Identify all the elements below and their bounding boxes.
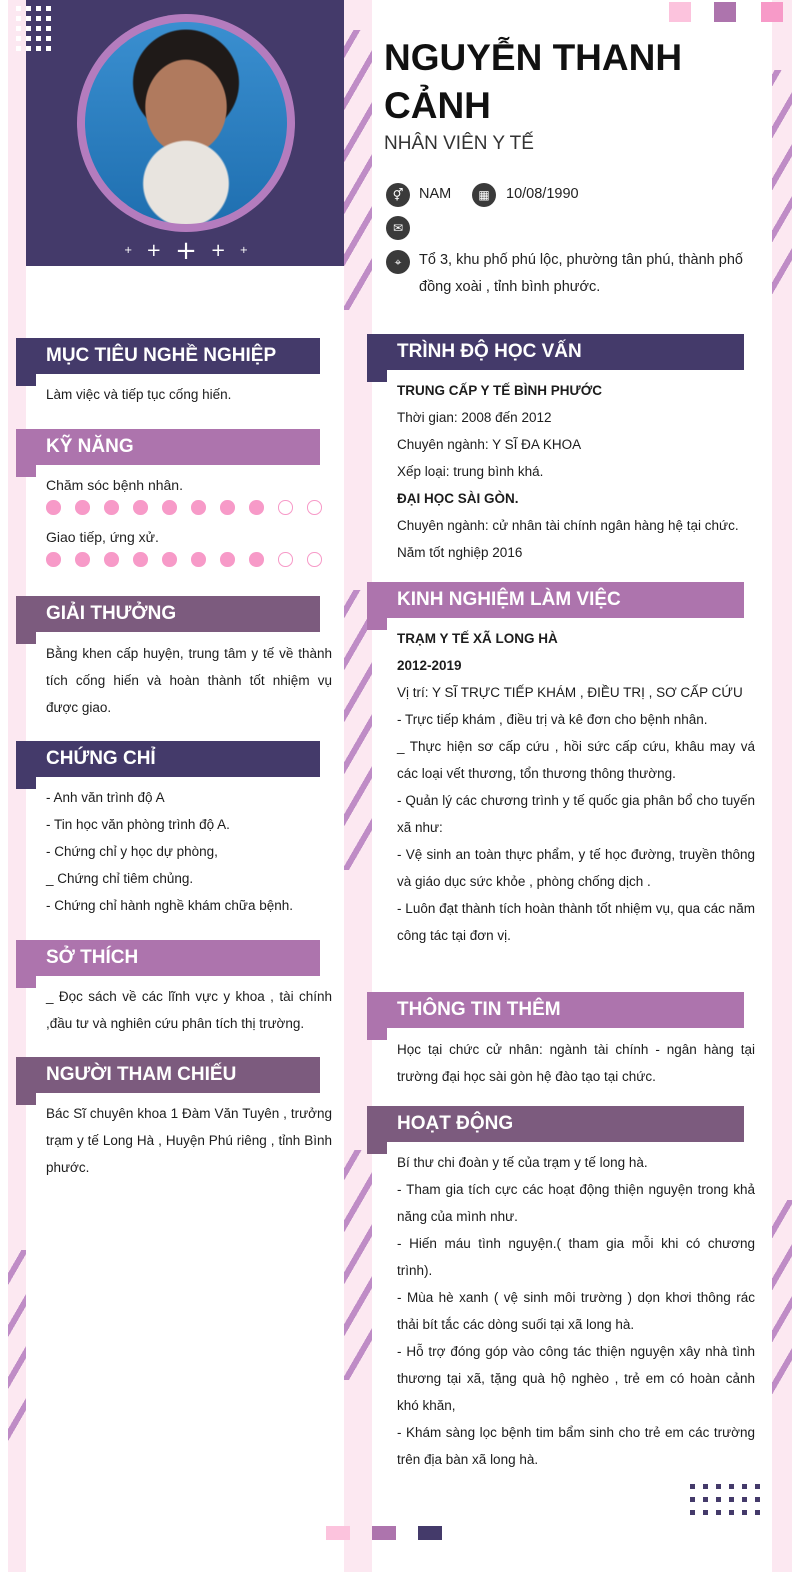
location-icon: ⌖ xyxy=(386,250,410,274)
hobbies-block xyxy=(46,983,332,1037)
gender-icon: ⚥ xyxy=(386,183,410,207)
color-square xyxy=(669,2,691,22)
rating-dot xyxy=(133,500,148,515)
mail-icon: ✉ xyxy=(386,216,410,240)
hatch-decor xyxy=(772,70,792,300)
rating-dot xyxy=(162,552,177,567)
rating-dot xyxy=(104,552,119,567)
job-title: NHÂN VIÊN Y TẾ xyxy=(384,133,534,154)
activity-line: - Tham gia tích cực các hoạt động thiện nguyện trong khả năng của mình như. xyxy=(397,1182,755,1224)
hatch-decor xyxy=(344,30,372,310)
rating-dot xyxy=(46,552,61,567)
experience-line: Vị trí: Y SĨ TRỰC TIẾP KHÁM , ĐIỀU TRỊ , SƠ CẤP CỨU xyxy=(397,685,743,700)
references-block xyxy=(46,1100,332,1181)
section-title-awards: GIẢI THƯỞNG xyxy=(16,596,320,632)
section-title-additional: THÔNG TIN THÊM xyxy=(367,992,744,1028)
additional-text: Học tại chức cử nhân: ngành tài chính - ngân hàng tại trường đại học sài gòn hệ đào tạo tại chức. xyxy=(397,1042,755,1084)
experience-line: - Luôn đạt thành tích hoàn thành tốt nhiệm vụ, qua các năm công tác tại đơn vị. xyxy=(397,901,755,943)
activity-line: - Hiến máu tình nguyện.( tham gia mỗi khi có chương trình). xyxy=(397,1236,755,1278)
rating-dot xyxy=(104,500,119,515)
experience-org: TRẠM Y TẾ XÃ LONG HÀ xyxy=(397,631,558,646)
color-square xyxy=(372,1526,396,1540)
color-square xyxy=(714,2,736,22)
education-line: Thời gian: 2008 đến 2012 xyxy=(397,410,552,425)
rating-dot xyxy=(133,552,148,567)
awards-block xyxy=(46,640,332,721)
certificate-item: - Chứng chỉ hành nghề khám chữa bệnh. xyxy=(46,898,293,913)
experience-line: _ Thực hiện sơ cấp cứu , hồi sức cấp cứu, khâu may vá các loại vết thương, tổn thương thông thường. xyxy=(397,739,755,781)
avatar xyxy=(85,22,287,224)
hatch-decor xyxy=(8,1250,26,1450)
objective-text: Làm việc và tiếp tục cống hiến. xyxy=(46,387,232,402)
awards-text: Bằng khen cấp huyện, trung tâm y tế về thành tích cống hiến và hoàn thành tốt nhiệm vụ được giao. xyxy=(46,646,332,715)
experience-line: - Vệ sinh an toàn thực phẩm, y tế học đường, truyền thông và giáo dục sức khỏe , phòng chống dịch . xyxy=(397,847,755,889)
rating-dot xyxy=(307,552,322,567)
skill-label: Giao tiếp, ứng xử. xyxy=(46,529,159,545)
dot-grid-decor xyxy=(16,6,51,51)
section-title-hobbies: SỞ THÍCH xyxy=(16,940,320,976)
additional-block xyxy=(397,1036,755,1090)
plus-decor: + + + + + xyxy=(124,236,248,266)
color-square xyxy=(326,1526,350,1540)
education-block xyxy=(397,377,757,566)
experience-line: - Trực tiếp khám , điều trị và kê đơn cho bệnh nhân. xyxy=(397,712,708,727)
rating-dot xyxy=(46,500,61,515)
section-title-activities: HOẠT ĐỘNG xyxy=(367,1106,744,1142)
activities-block xyxy=(397,1149,755,1473)
section-title-references: NGƯỜI THAM CHIẾU xyxy=(16,1057,320,1093)
experience-block xyxy=(397,625,755,949)
education-line: Chuyên ngành: cử nhân tài chính ngân hàng hệ tại chức. xyxy=(397,518,739,533)
experience-period: 2012-2019 xyxy=(397,658,462,673)
rating-dot xyxy=(162,500,177,515)
activity-line: - Mùa hè xanh ( vệ sinh môi trường ) dọn khơi thông rác thải bít tắc các dòng suối tại xã long hà. xyxy=(397,1290,755,1332)
section-title-education: TRÌNH ĐỘ HỌC VẤN xyxy=(367,334,744,370)
rating-dot xyxy=(191,500,206,515)
section-title-experience: KINH NGHIỆM LÀM VIỆC xyxy=(367,582,744,618)
hatch-decor xyxy=(344,1150,372,1380)
activity-line: Bí thư chi đoàn y tế của trạm y tế long hà. xyxy=(397,1155,648,1170)
skill-label: Chăm sóc bệnh nhân. xyxy=(46,477,183,493)
gender-value: NAM xyxy=(419,186,452,202)
dot-grid-decor xyxy=(690,1484,760,1515)
skill-rating xyxy=(46,552,322,567)
certificates-list xyxy=(46,784,336,919)
education-line: Năm tốt nghiệp 2016 xyxy=(397,545,523,560)
rating-dot xyxy=(75,552,90,567)
school-name: TRUNG CẤP Y TẾ BÌNH PHƯỚC xyxy=(397,383,602,398)
school-name: ĐẠI HỌC SÀI GÒN. xyxy=(397,491,519,506)
rating-dot xyxy=(220,552,235,567)
section-title-certificates: CHỨNG CHỈ xyxy=(16,741,320,777)
color-square xyxy=(761,2,783,22)
candidate-name: NGUYỄN THANH CẢNH xyxy=(384,37,683,126)
certificate-item: - Tin học văn phòng trình độ A. xyxy=(46,817,230,832)
rating-dot xyxy=(249,552,264,567)
rating-dot xyxy=(75,500,90,515)
education-line: Xếp loại: trung bình khá. xyxy=(397,464,544,479)
rating-dot xyxy=(220,500,235,515)
section-title-skills: KỸ NĂNG xyxy=(16,429,320,465)
address-value: Tổ 3, khu phố phú lộc, phường tân phú, thành phố đồng xoài , tỉnh bình phước. xyxy=(419,252,743,295)
section-title-objective: MỤC TIÊU NGHỀ NGHIỆP xyxy=(16,338,320,374)
certificate-item: - Anh văn trình độ A xyxy=(46,790,165,805)
references-text: Bác Sĩ chuyên khoa 1 Đàm Văn Tuyên , trưởng trạm y tế Long Hà , Huyện Phú riêng , tỉnh Bình phước. xyxy=(46,1106,332,1175)
hobbies-text: _ Đọc sách về các lĩnh vực y khoa , tài chính ,đầu tư và nghiên cứu phân tích thị trường. xyxy=(46,989,332,1031)
hatch-decor xyxy=(344,590,372,870)
skill-rating xyxy=(46,500,322,515)
rating-dot xyxy=(307,500,322,515)
rating-dot xyxy=(191,552,206,567)
education-line: Chuyên ngành: Y SĨ ĐA KHOA xyxy=(397,437,582,452)
experience-line: - Quản lý các chương trình y tế quốc gia phân bổ cho tuyến xã như: xyxy=(397,793,755,835)
certificate-item: _ Chứng chỉ tiêm chủng. xyxy=(46,871,194,886)
activity-line: - Hỗ trợ đóng góp vào công tác thiện nguyện xây nhà tình thương tại xã, tặng quà hộ nghèo , trẻ em có hoàn cảnh khó khăn, xyxy=(397,1344,755,1413)
calendar-icon: ▦ xyxy=(472,183,496,207)
birthdate-value: 10/08/1990 xyxy=(506,186,579,202)
color-square xyxy=(418,1526,442,1540)
rating-dot xyxy=(278,500,293,515)
certificate-item: - Chứng chỉ y học dự phòng, xyxy=(46,844,218,859)
rating-dot xyxy=(249,500,264,515)
hatch-decor xyxy=(772,1200,792,1400)
activity-line: - Khám sàng lọc bệnh tim bẩm sinh cho trẻ em các trường trên địa bàn xã long hà. xyxy=(397,1425,755,1467)
rating-dot xyxy=(278,552,293,567)
